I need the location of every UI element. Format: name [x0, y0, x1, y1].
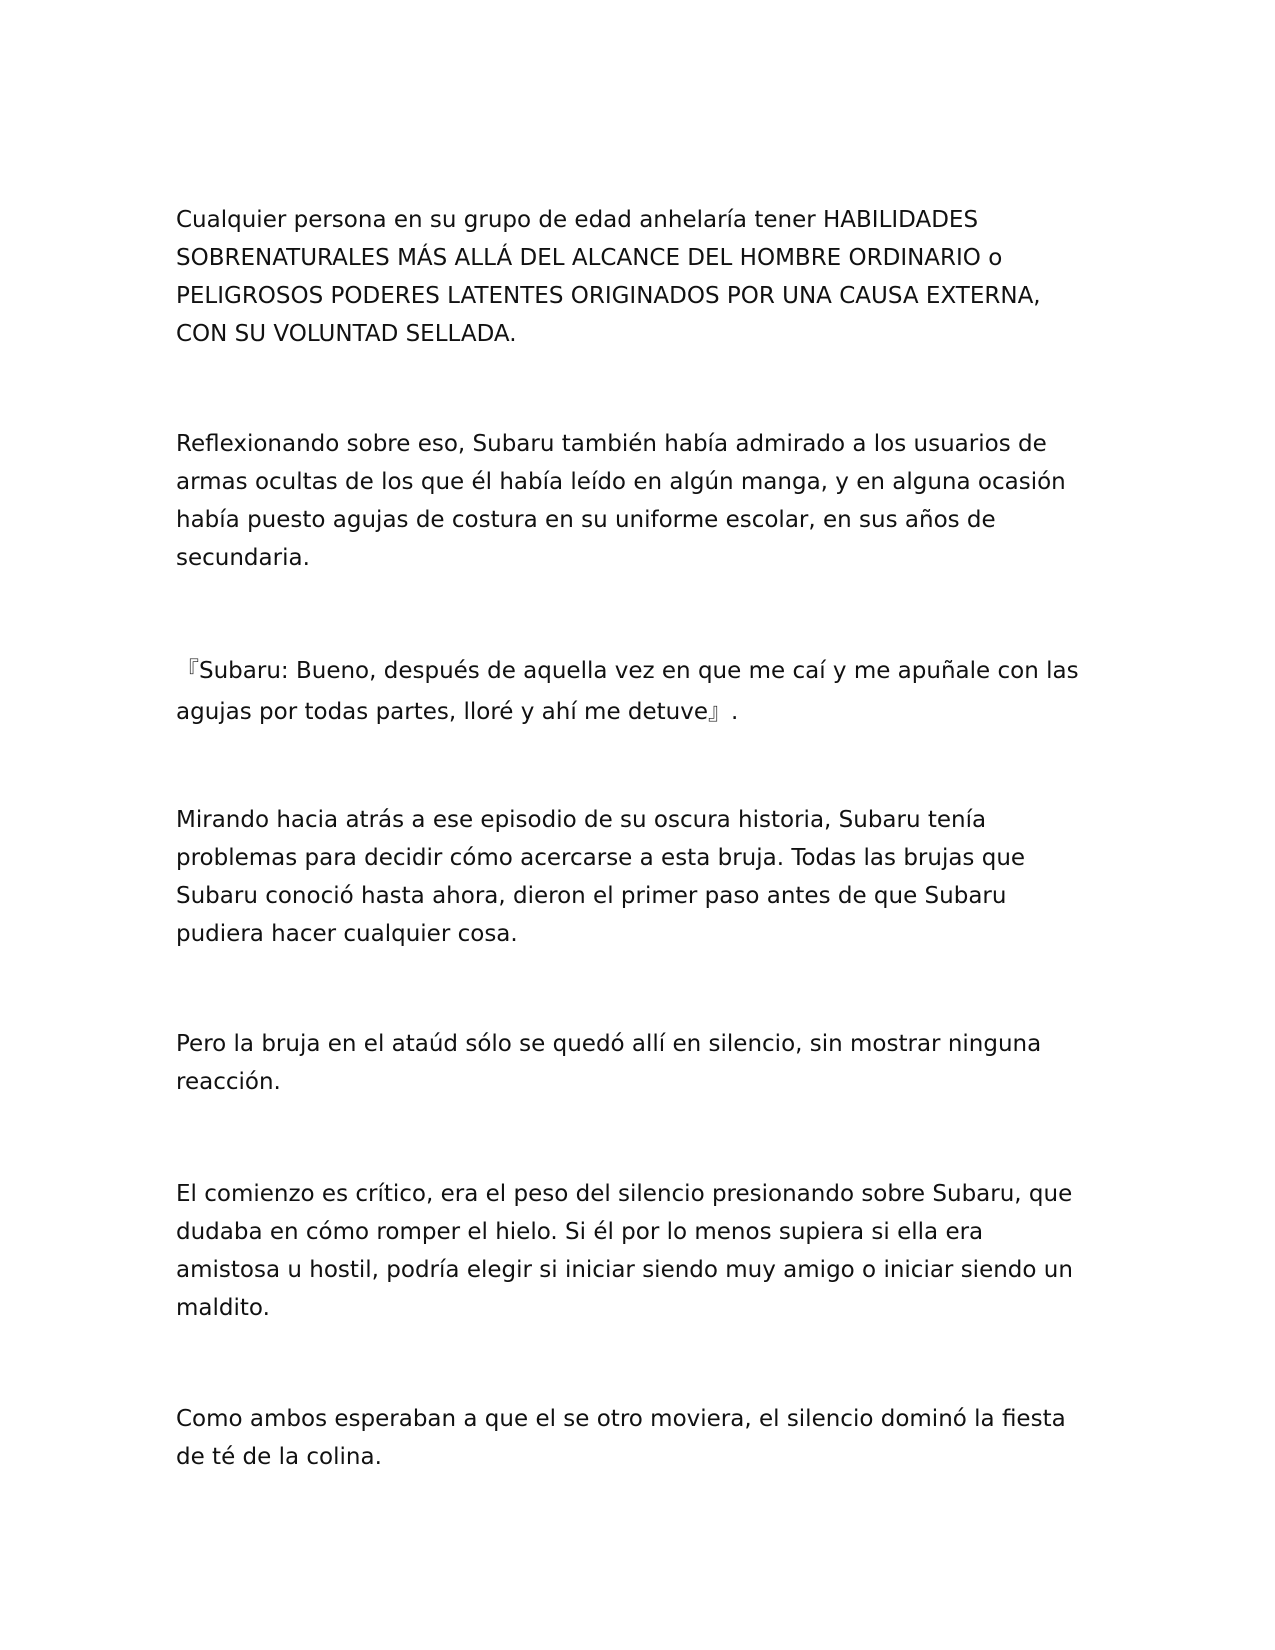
- paragraph-7: Como ambos esperaban a que el se otro moviera, el silencio dominó la fiesta de té de la colina.: [176, 1406, 1066, 1470]
- paragraph-6: El comienzo es crítico, era el peso del silencio presionando sobre Subaru, que dudaba en cómo romper el hielo. Si él por lo menos supiera si ella era amistosa u hostil, podría elegir si iniciar siendo muy amigo o iniciar siendo un maldito.: [176, 1181, 1073, 1321]
- paragraph-5: Pero la bruja en el ataúd sólo se quedó allí en silencio, sin mostrar ninguna reacción.: [176, 1031, 1042, 1095]
- paragraph-4: Mirando hacia atrás a ese episodio de su oscura historia, Subaru tenía problemas para decidir cómo acercarse a esta bruja. Todas las brujas que Subaru conoció hasta ahora, dieron el primer paso antes de que Subaru pudiera hacer cualquier cosa.: [176, 807, 1026, 947]
- paragraph-2: Reflexionando sobre eso, Subaru también había admirado a los usuarios de armas ocultas de los que él había leído en algún manga, y en alguna ocasión había puesto agujas de costura en su uniforme escolar, en sus años de secundaria.: [176, 431, 1066, 571]
- paragraph-3-dialogue: 『Subaru: Bueno, después de aquella vez en que me caí y me apuñale con las agujas por todas partes, lloré y ahí me detuve』.: [176, 658, 1079, 725]
- paragraph-1: Cualquier persona en su grupo de edad anhelaría tener HABILIDADES SOBRENATURALES MÁS ALLÁ DEL ALCANCE DEL HOMBRE ORDINARIO o PELIGROSOS PODERES LATENTES ORIGINADOS POR UNA CAUSA EXTERNA, CON SU VOLUNTAD SELLADA.: [176, 207, 1041, 347]
